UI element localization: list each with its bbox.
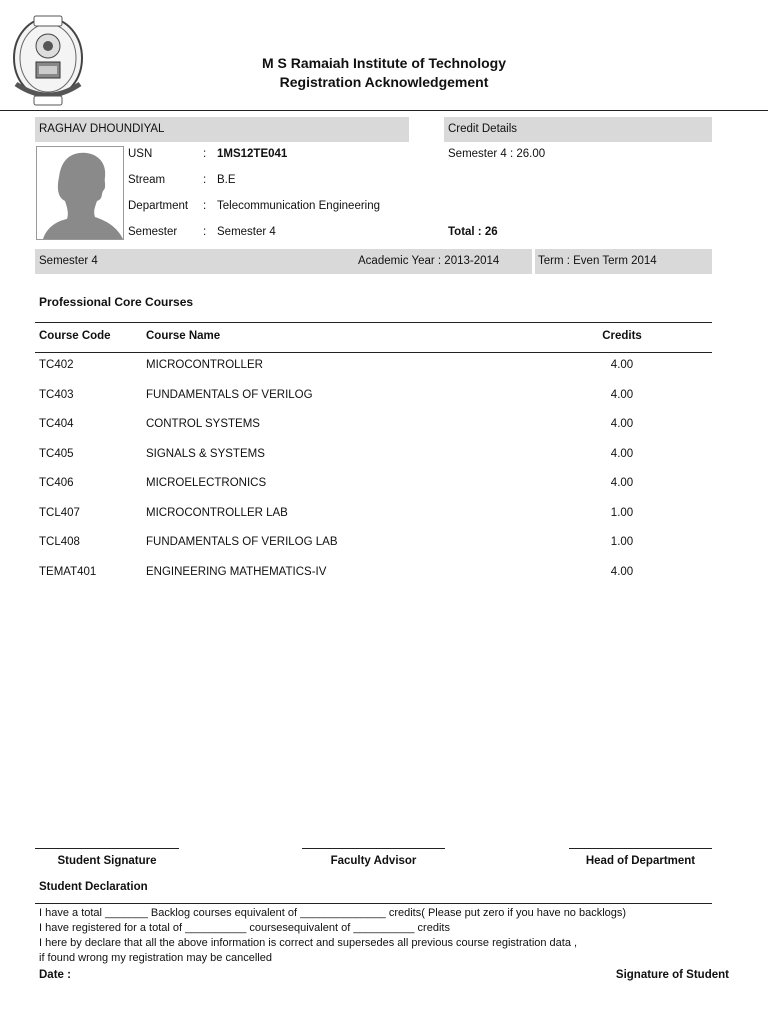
course-name: MICROELECTRONICS — [146, 477, 267, 489]
department-separator: : — [203, 200, 207, 212]
course-name: SIGNALS & SYSTEMS — [146, 447, 265, 460]
semester-label: Semester — [128, 226, 178, 238]
course-name: ENGINEERING MATHEMATICS-IV — [146, 565, 327, 578]
usn-label: USN — [128, 148, 153, 160]
document-title: Registration Acknowledgement — [279, 74, 489, 90]
course-name: FUNDAMENTALS OF VERILOG LAB — [146, 536, 338, 548]
institute-name: M S Ramaiah Institute of Technology — [262, 55, 506, 71]
declaration-line-1: I have a total _______ Backlog courses equivalent of ______________ credits( Please put zero if you have no backlogs) — [39, 907, 627, 919]
term-bar — [35, 249, 712, 274]
student-photo — [36, 146, 124, 240]
faculty-advisor-label: Faculty Advisor — [330, 855, 417, 867]
course-code: TCL408 — [39, 536, 80, 548]
student-name: RAGHAV DHOUNDIYAL — [39, 123, 165, 135]
semester-separator: : — [203, 226, 207, 238]
signature-of-student-label: Signature of Student — [615, 969, 729, 981]
header-course-name: Course Name — [146, 330, 221, 342]
course-credits: 4.00 — [610, 447, 634, 460]
table-row — [35, 529, 712, 559]
declaration-line-4: if found wrong my registration may be cancelled — [39, 952, 272, 964]
credit-details-bar — [444, 117, 712, 142]
course-credits: 1.00 — [610, 536, 634, 548]
course-name: MICROCONTROLLER — [146, 359, 263, 371]
declaration-line-3: I here by declare that all the above information is correct and supersedes all previous course registration data , — [39, 937, 578, 949]
table-row — [35, 441, 712, 471]
course-code: TC405 — [39, 447, 74, 460]
student-name-bar — [35, 117, 409, 142]
term-bar-term: Term : Even Term 2014 — [538, 255, 657, 267]
course-credits: 4.00 — [610, 359, 634, 371]
declaration-line-2: I have registered for a total of __________ coursesequivalent of __________ credits — [39, 922, 450, 934]
hod-label: Head of Department — [585, 855, 696, 867]
header-course-code: Course Code — [39, 330, 111, 342]
stream-separator: : — [203, 174, 207, 186]
student-signature-label: Student Signature — [57, 855, 157, 867]
declaration-title: Student Declaration — [39, 881, 148, 893]
course-code: TC403 — [39, 388, 74, 401]
table-row — [35, 470, 712, 500]
table-row — [35, 382, 712, 412]
table-row — [35, 500, 712, 530]
faculty-signature-line — [302, 848, 445, 849]
usn-separator: : — [203, 148, 207, 160]
hod-signature-line — [569, 848, 712, 849]
course-credits: 4.00 — [610, 565, 634, 578]
credit-total: Total : 26 — [448, 226, 498, 238]
course-name: CONTROL SYSTEMS — [146, 418, 260, 430]
section-title: Professional Core Courses — [39, 295, 194, 309]
course-credits: 1.00 — [610, 506, 634, 519]
semester-value: Semester 4 — [217, 226, 276, 238]
course-code: TEMAT401 — [39, 565, 97, 578]
credit-details-heading: Credit Details — [448, 123, 518, 135]
term-bar-semester: Semester 4 — [39, 255, 98, 267]
course-code: TC402 — [39, 359, 74, 371]
term-bar-academic-year: Academic Year : 2013-2014 — [358, 255, 500, 267]
course-name: FUNDAMENTALS OF VERILOG — [146, 388, 313, 401]
stream-label: Stream — [128, 174, 166, 186]
table-top-rule — [35, 322, 712, 323]
department-value: Telecommunication Engineering — [217, 200, 381, 212]
header-rule — [0, 110, 768, 111]
term-bar-divider — [532, 249, 535, 274]
course-code: TC406 — [39, 477, 74, 489]
table-row — [35, 352, 712, 382]
course-credits: 4.00 — [610, 388, 634, 401]
stream-value: B.E — [217, 174, 236, 186]
course-credits: 4.00 — [610, 477, 634, 489]
declaration-rule — [35, 903, 712, 904]
credit-semester-line: Semester 4 : 26.00 — [448, 148, 546, 160]
table-row — [35, 559, 712, 589]
course-code: TCL407 — [39, 506, 80, 519]
course-credits: 4.00 — [610, 418, 634, 430]
student-signature-line — [35, 848, 179, 849]
course-code: TC404 — [39, 418, 74, 430]
course-name: MICROCONTROLLER LAB — [146, 506, 288, 519]
usn-value: 1MS12TE041 — [217, 148, 288, 160]
date-label: Date : — [39, 969, 71, 981]
department-label: Department — [128, 200, 189, 212]
table-row — [35, 411, 712, 441]
header-credits: Credits — [602, 330, 642, 342]
